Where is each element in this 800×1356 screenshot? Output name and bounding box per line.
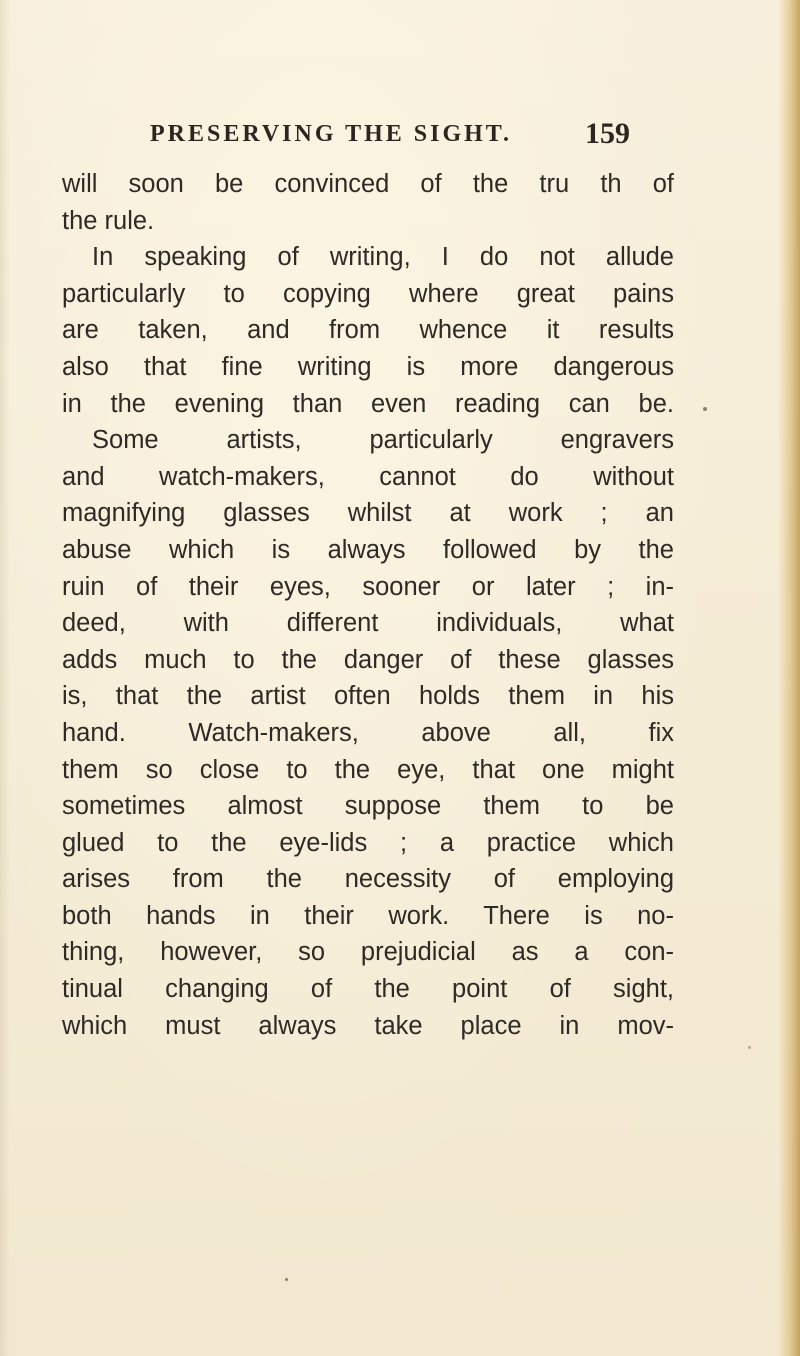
text-line: hand. Watch-makers, above all, fix — [62, 718, 674, 747]
text-line: arises from the necessity of employing — [62, 865, 674, 894]
text-line: will soon be convinced of the tru th of — [62, 170, 674, 198]
paper-speck — [703, 407, 707, 411]
page-edge-discoloration — [778, 0, 800, 1356]
text-line: sometimes almost suppose them to be — [62, 792, 674, 821]
text-line: abuse which is always followed by the — [62, 535, 674, 564]
text-line: particularly to copying where great pains — [62, 279, 674, 308]
page-number: 159 — [585, 117, 630, 150]
text-line: ruin of their eyes, sooner or later ; in- — [62, 572, 674, 601]
text-line: also that fine writing is more dangerous — [62, 352, 674, 381]
text-line: deed, with different individuals, what — [62, 609, 674, 638]
text-line: and watch-makers, cannot do without — [62, 462, 674, 491]
text-line: both hands in their work. There is no- — [62, 901, 674, 930]
text-line: in the evening than even reading can be. — [62, 389, 674, 418]
text-line: adds much to the danger of these glasses — [62, 645, 674, 674]
text-line: them so close to the eye, that one might — [62, 755, 674, 784]
text-line: Some artists, particularly engravers — [92, 426, 674, 455]
text-line: thing, however, so prejudicial as a con- — [62, 938, 674, 967]
page-header — [150, 117, 630, 161]
running-head: PRESERVING THE SIGHT. — [150, 121, 513, 147]
text-line: tinual changing of the point of sight, — [62, 975, 674, 1004]
paper-speck — [748, 1046, 751, 1049]
page-gutter-shadow — [0, 0, 10, 1356]
paper-speck — [285, 1278, 288, 1281]
text-line: magnifying glasses whilst at work ; an — [62, 499, 674, 528]
body-text — [62, 166, 674, 1044]
text-line: the rule. — [62, 206, 155, 235]
text-line: glued to the eye-lids ; a practice which — [62, 828, 674, 857]
text-line: are taken, and from whence it results — [62, 316, 674, 345]
text-line: which must always take place in mov- — [62, 1011, 674, 1040]
text-line: is, that the artist often holds them in his — [62, 682, 674, 711]
text-line: In speaking of writing, I do not allude — [92, 243, 674, 272]
